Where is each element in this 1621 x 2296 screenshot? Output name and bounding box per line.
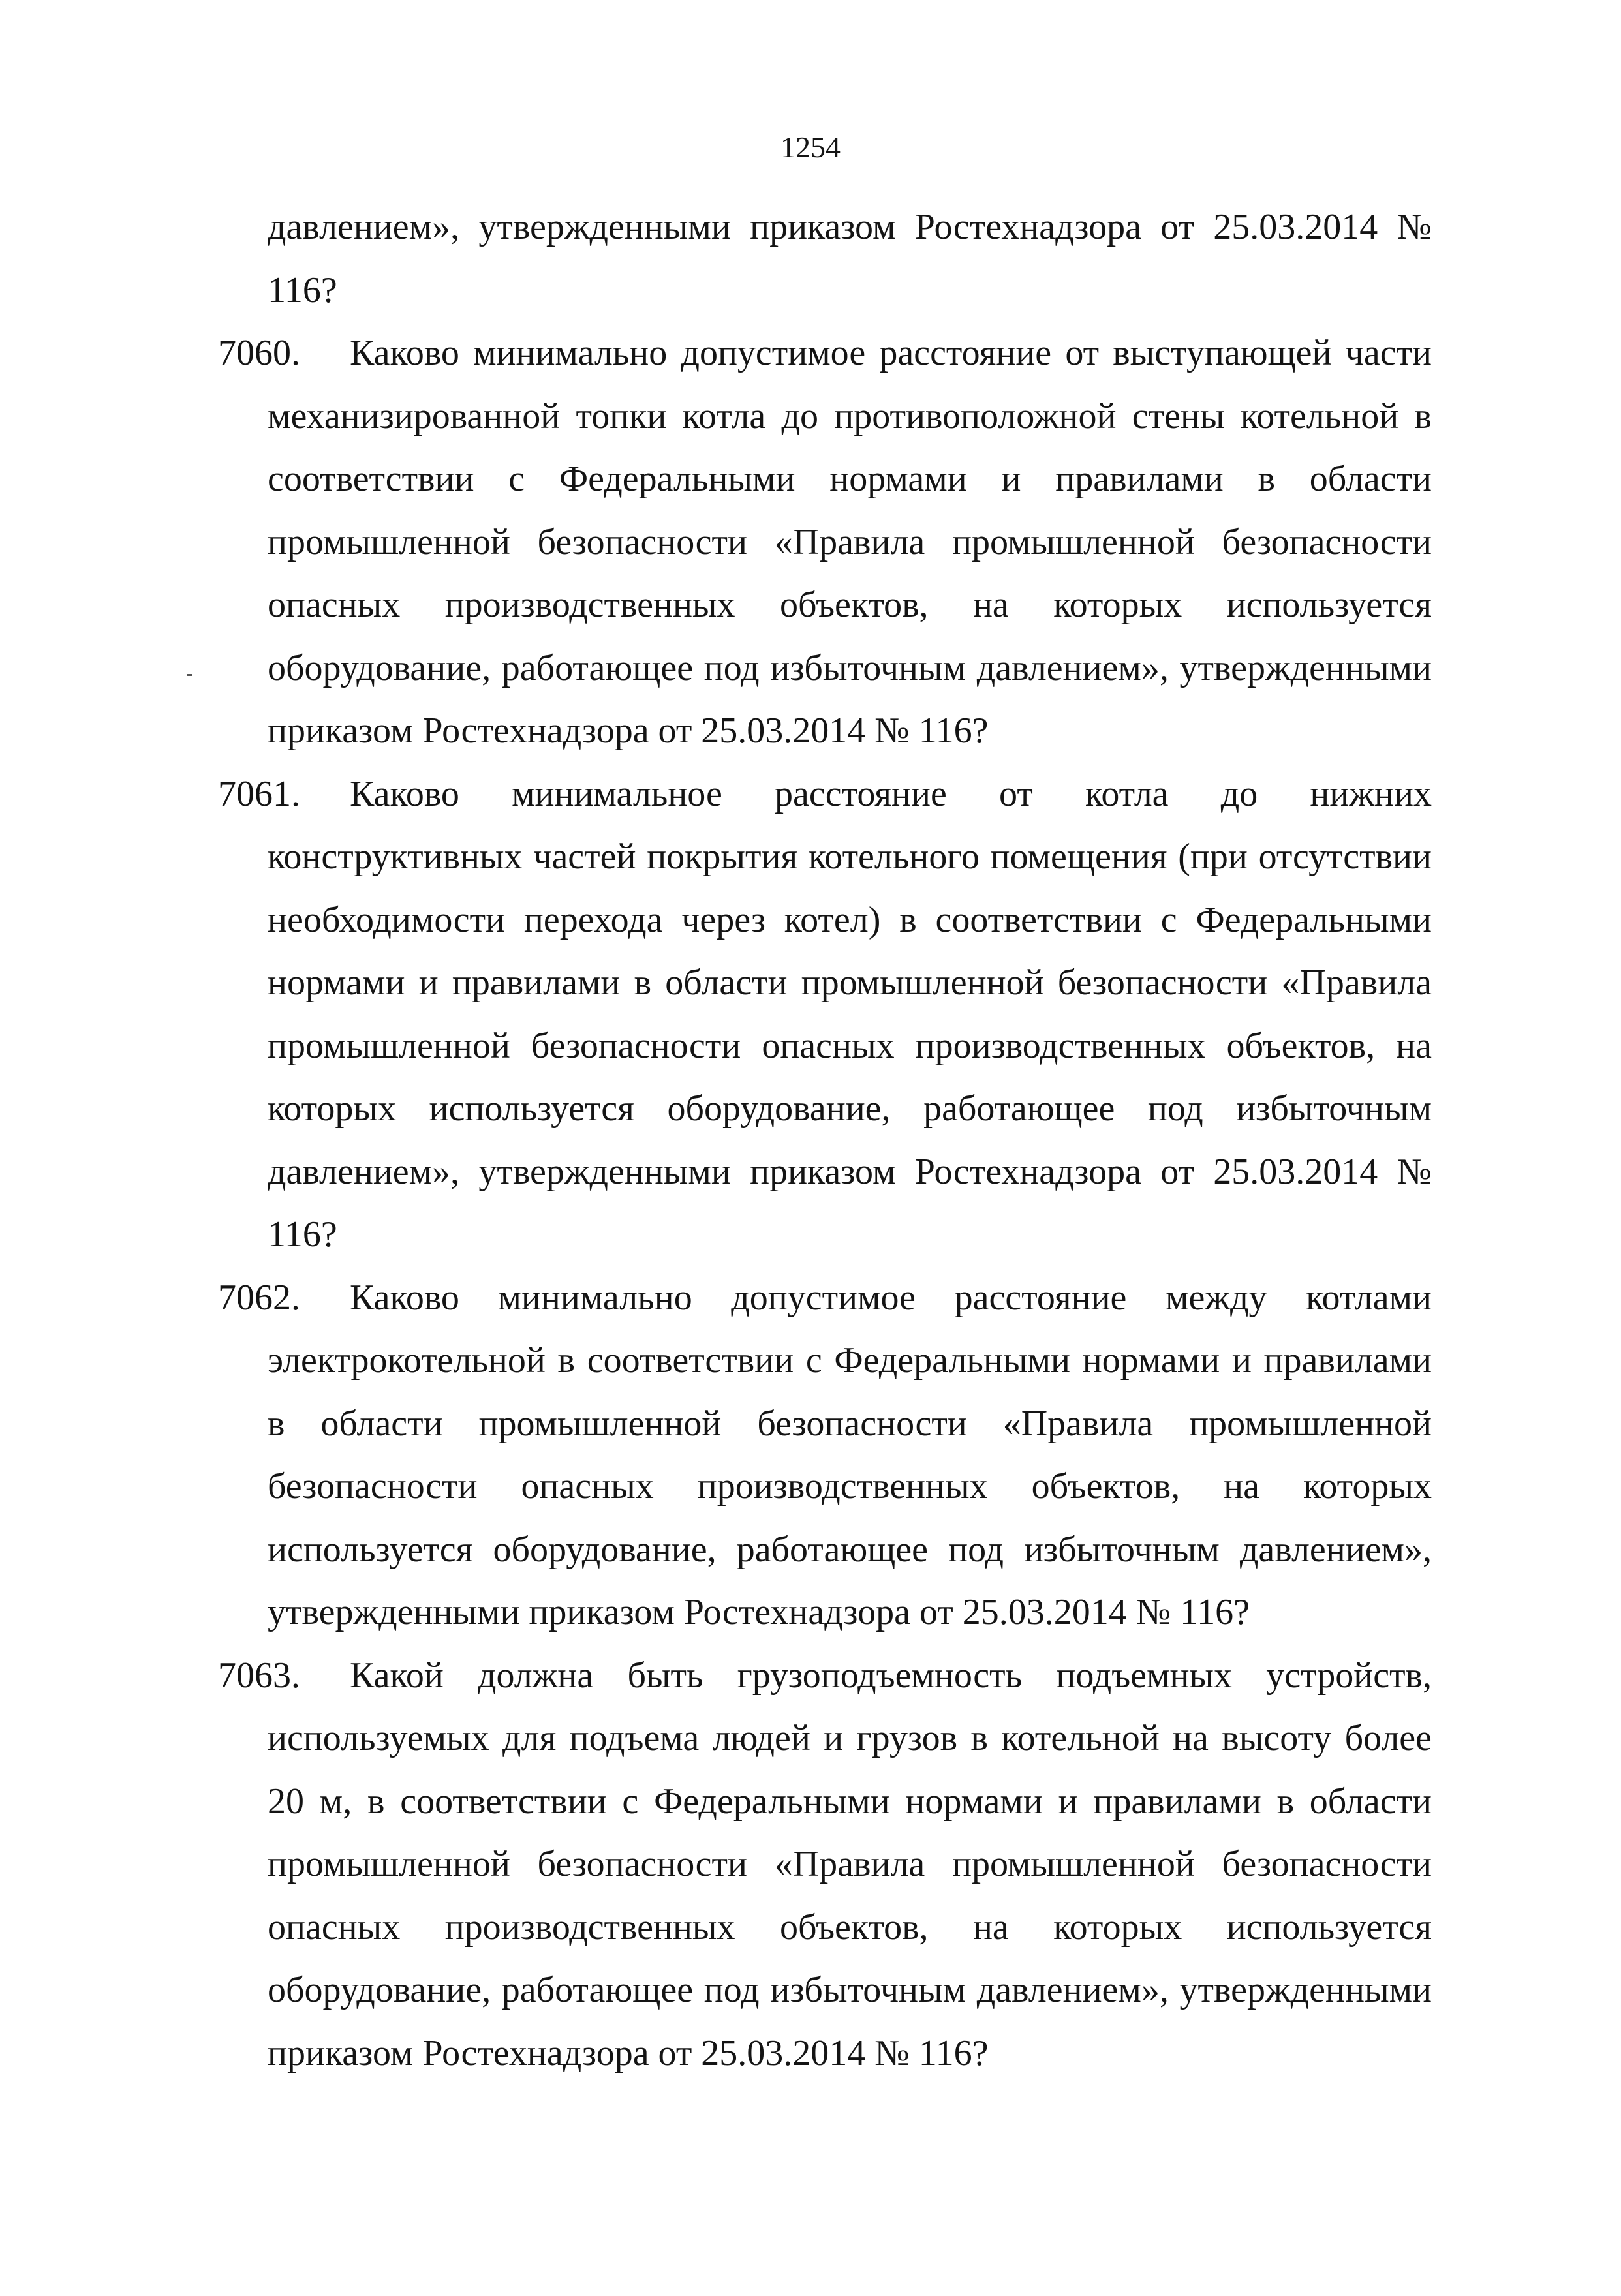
- question-number: 7060.: [218, 333, 300, 373]
- question-number: 7062.: [218, 1277, 300, 1318]
- question-7060: [218, 322, 1432, 763]
- question-7061: [218, 763, 1432, 1266]
- question-text: Каково минимально допустимое расстояние от выступающей части механизированной топки котла до противоположной стены котельной в соответствии с Федеральными нормами и правилами в области промышленной безопасности «Правила промышленной безопасности опасных производственных объектов, на которых используется оборудование, работающее под избыточным давлением», утвержденными приказом Ростехнадзора от 25.03.2014 № 116?: [268, 333, 1432, 751]
- question-text: Каково минимально допустимое расстояние между котлами электрокотельной в соответствии с Федеральными нормами и правилами в области промышленной безопасности «Правила промышленной безопасности опасных производственных объектов, на которых используется оборудование, работающее под избыточным давлением», утвержденными приказом Ростехнадзора от 25.03.2014 № 116?: [268, 1277, 1432, 1632]
- question-text: Каково минимальное расстояние от котла до нижних конструктивных частей покрытия котельного помещения (при отсутствии необходимости перехода через котел) в соответствии с Федеральными нормами и правилами в области промышленной безопасности «Правила промышленной безопасности опасных производственных объектов, на которых используется оборудование, работающее под избыточным давлением», утвержденными приказом Ростехнадзора от 25.03.2014 № 116?: [268, 773, 1432, 1255]
- page-content: [218, 196, 1432, 2085]
- page-number: 1254: [780, 130, 841, 164]
- question-7062: [218, 1266, 1432, 1644]
- question-text: Какой должна быть грузоподъемность подъемных устройств, используемых для подъема людей и грузов в котельной на высоту более 20 м, в соответствии с Федеральными нормами и правилами в области промышленной безопасности «Правила промышленной безопасности опасных производственных объектов, на которых используется оборудование, работающее под избыточным давлением», утвержденными приказом Ростехнадзора от 25.03.2014 № 116?: [268, 1655, 1432, 2074]
- question-number: 7063.: [218, 1655, 300, 1696]
- question-number: 7061.: [218, 773, 300, 814]
- question-7063: [218, 1644, 1432, 2085]
- scan-artifact-mark: [187, 674, 192, 676]
- continued-paragraph: давлением», утвержденными приказом Ростехнадзора от 25.03.2014 № 116?: [268, 207, 1432, 311]
